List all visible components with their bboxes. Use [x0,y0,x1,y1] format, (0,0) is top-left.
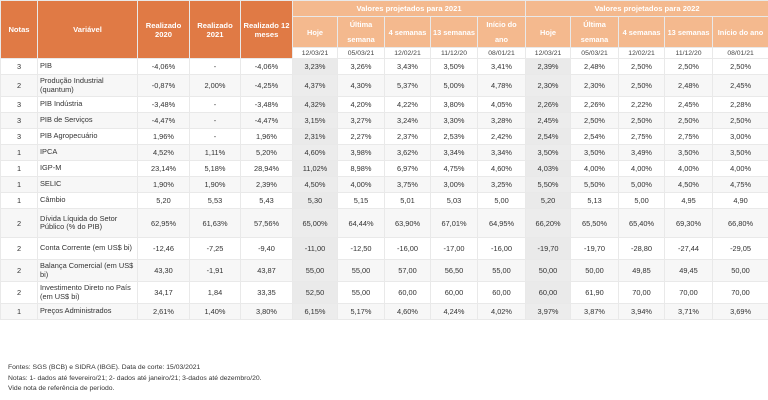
subheader-2021-4-semanas: 4 semanas [385,17,431,48]
cell-proj-2021: 4,78% [478,75,526,97]
cell-proj-2021: 8,98% [338,161,385,177]
cell-realizado-2020: 1,96% [138,129,190,145]
subheader-2021-13-semanas: 13 semanas [431,17,478,48]
cell-proj-2021: 3,43% [385,59,431,75]
cell-realizado-2021: 5,53 [190,193,241,209]
cell-realizado-12m: 3,80% [241,304,293,320]
subheader-2021-ultima-semana: Última semana [338,17,385,48]
cell-proj-2022: 49,45 [665,260,713,282]
table-row [1,145,768,161]
cell-proj-2022: 4,95 [665,193,713,209]
cell-nota: 3 [1,97,38,113]
cell-realizado-2020: 43,30 [138,260,190,282]
table-body [1,59,768,320]
cell-nota: 3 [1,129,38,145]
subheader-2021-inicio-ano: Início do ano [478,17,526,48]
cell-proj-2022: 60,00 [526,282,571,304]
cell-proj-2021: 4,75% [431,161,478,177]
cell-proj-2022: 5,50% [571,177,619,193]
col-header-realizado-2021: Realizado 2021 [190,1,241,59]
cell-proj-2022: 2,50% [619,59,665,75]
cell-proj-2021: 11,02% [293,161,338,177]
cell-proj-2022: 65,50% [571,209,619,238]
cell-proj-2021: 2,31% [293,129,338,145]
cell-nota: 2 [1,260,38,282]
date-2022-4-semanas: 12/02/21 [619,48,665,59]
cell-realizado-2021: - [190,129,241,145]
cell-proj-2021: -17,00 [431,238,478,260]
cell-proj-2022: 66,80% [713,209,768,238]
col-header-realizado-2020: Realizado 2020 [138,1,190,59]
cell-realizado-12m: 43,87 [241,260,293,282]
cell-proj-2022: -28,80 [619,238,665,260]
cell-proj-2021: -16,00 [478,238,526,260]
cell-realizado-12m: 57,56% [241,209,293,238]
cell-realizado-2020: -0,87% [138,75,190,97]
cell-proj-2022: 61,90 [571,282,619,304]
cell-proj-2021: 3,30% [431,113,478,129]
footnotes [8,363,262,395]
cell-proj-2022: 5,00 [619,193,665,209]
cell-proj-2022: -19,70 [571,238,619,260]
cell-proj-2022: 5,13 [571,193,619,209]
date-2022-13-semanas: 11/12/20 [665,48,713,59]
cell-proj-2022: 3,50% [526,145,571,161]
cell-realizado-2020: 62,95% [138,209,190,238]
cell-proj-2021: -12,50 [338,238,385,260]
cell-proj-2022: -27,44 [665,238,713,260]
cell-proj-2021: 5,17% [338,304,385,320]
cell-proj-2022: 3,50% [665,145,713,161]
cell-realizado-12m: 5,43 [241,193,293,209]
cell-proj-2021: 3,23% [293,59,338,75]
cell-proj-2021: 4,50% [293,177,338,193]
subheader-2022-4-semanas: 4 semanas [619,17,665,48]
cell-proj-2022: 49,85 [619,260,665,282]
subheader-2022-inicio-ano: Início do ano [713,17,768,48]
cell-proj-2021: 3,50% [431,59,478,75]
cell-variavel: PIB Agropecuário [38,129,138,145]
col-header-notas: Notas [1,1,38,59]
cell-proj-2021: 57,00 [385,260,431,282]
cell-realizado-12m: -4,25% [241,75,293,97]
cell-proj-2021: 55,00 [338,260,385,282]
cell-proj-2021: -11,00 [293,238,338,260]
cell-realizado-2020: 34,17 [138,282,190,304]
subheader-2022-hoje: Hoje [526,17,571,48]
cell-proj-2022: 2,54% [526,129,571,145]
table-row [1,238,768,260]
cell-proj-2022: 2,50% [571,113,619,129]
cell-proj-2022: 70,00 [619,282,665,304]
cell-realizado-2021: -1,91 [190,260,241,282]
footnote-fontes: Fontes: SGS (BCB) e SIDRA (IBGE). Data de corte: 15/03/2021 [8,364,201,371]
cell-proj-2022: 4,75% [713,177,768,193]
cell-realizado-12m: 33,35 [241,282,293,304]
cell-proj-2021: 60,00 [385,282,431,304]
cell-proj-2021: 4,00% [338,177,385,193]
date-2021-inicio-ano: 08/01/21 [478,48,526,59]
cell-proj-2021: 5,01 [385,193,431,209]
table-row [1,97,768,113]
cell-proj-2021: 3,26% [338,59,385,75]
cell-proj-2021: 60,00 [431,282,478,304]
date-2022-ultima-semana: 05/03/21 [571,48,619,59]
cell-proj-2021: 63,90% [385,209,431,238]
cell-realizado-12m: -9,40 [241,238,293,260]
table-row [1,304,768,320]
cell-proj-2021: 2,42% [478,129,526,145]
cell-proj-2021: 4,60% [478,161,526,177]
date-2021-4-semanas: 12/02/21 [385,48,431,59]
col-header-variavel: Variável [38,1,138,59]
cell-proj-2022: 2,26% [571,97,619,113]
cell-proj-2022: 3,49% [619,145,665,161]
cell-realizado-12m: 28,94% [241,161,293,177]
cell-realizado-2021: 1,90% [190,177,241,193]
cell-proj-2021: 2,37% [385,129,431,145]
cell-proj-2022: 3,87% [571,304,619,320]
date-2022-hoje: 12/03/21 [526,48,571,59]
cell-proj-2021: 2,27% [338,129,385,145]
cell-proj-2021: 4,37% [293,75,338,97]
cell-proj-2021: 60,00 [478,282,526,304]
cell-proj-2021: 4,60% [293,145,338,161]
cell-nota: 1 [1,145,38,161]
cell-realizado-12m: -3,48% [241,97,293,113]
cell-proj-2021: 5,00 [478,193,526,209]
cell-proj-2022: 3,50% [713,145,768,161]
subheader-2022-ultima-semana: Última semana [571,17,619,48]
footnote-vide: Vide nota de referência de período. [8,385,115,392]
cell-proj-2022: 2,50% [665,59,713,75]
cell-realizado-2020: 1,90% [138,177,190,193]
cell-proj-2021: 5,15 [338,193,385,209]
cell-proj-2021: 3,41% [478,59,526,75]
cell-proj-2021: 3,62% [385,145,431,161]
cell-proj-2021: 5,03 [431,193,478,209]
table-row [1,129,768,145]
cell-proj-2022: 2,48% [665,75,713,97]
cell-proj-2022: 2,50% [665,113,713,129]
cell-proj-2022: 2,50% [713,113,768,129]
cell-proj-2021: 5,00% [431,75,478,97]
cell-realizado-2020: 4,52% [138,145,190,161]
table-row [1,260,768,282]
cell-proj-2021: 4,22% [385,97,431,113]
cell-realizado-2021: - [190,113,241,129]
cell-proj-2021: 65,00% [293,209,338,238]
date-2022-inicio-ano: 08/01/21 [713,48,768,59]
cell-proj-2021: 3,27% [338,113,385,129]
group-header-2021: Valores projetados para 2021 [293,1,526,17]
cell-realizado-2020: -12,46 [138,238,190,260]
cell-realizado-2020: -4,47% [138,113,190,129]
cell-nota: 1 [1,193,38,209]
subheader-2021-hoje: Hoje [293,17,338,48]
cell-proj-2022: 4,00% [665,161,713,177]
cell-realizado-2021: 2,00% [190,75,241,97]
cell-proj-2022: -29,05 [713,238,768,260]
header-row-1 [1,1,768,17]
cell-nota: 2 [1,238,38,260]
cell-nota: 2 [1,209,38,238]
cell-proj-2022: 2,50% [619,113,665,129]
cell-proj-2021: 5,37% [385,75,431,97]
cell-proj-2021: 64,44% [338,209,385,238]
cell-nota: 1 [1,177,38,193]
cell-proj-2021: 55,00 [478,260,526,282]
cell-realizado-2020: 2,61% [138,304,190,320]
cell-proj-2022: 5,50% [526,177,571,193]
cell-proj-2022: 4,00% [713,161,768,177]
cell-variavel: Investimento Direto no País (em US$ bi) [38,282,138,304]
cell-variavel: IPCA [38,145,138,161]
cell-proj-2022: 50,00 [526,260,571,282]
cell-proj-2022: 50,00 [713,260,768,282]
cell-variavel: SELIC [38,177,138,193]
table-row [1,113,768,129]
cell-proj-2021: 52,50 [293,282,338,304]
cell-proj-2022: 70,00 [665,282,713,304]
cell-proj-2022: 2,75% [665,129,713,145]
cell-realizado-2021: 5,18% [190,161,241,177]
cell-realizado-2021: 1,84 [190,282,241,304]
cell-proj-2022: -19,70 [526,238,571,260]
cell-proj-2021: 4,32% [293,97,338,113]
cell-proj-2021: 3,75% [385,177,431,193]
cell-proj-2021: 3,98% [338,145,385,161]
cell-proj-2021: 3,25% [478,177,526,193]
col-header-realizado-12m: Realizado 12 meses [241,1,293,59]
cell-nota: 2 [1,282,38,304]
cell-proj-2021: 4,02% [478,304,526,320]
table-row [1,209,768,238]
cell-proj-2022: 2,30% [526,75,571,97]
cell-realizado-2021: -7,25 [190,238,241,260]
cell-proj-2022: 2,54% [571,129,619,145]
cell-proj-2022: 2,30% [571,75,619,97]
cell-proj-2021: 67,01% [431,209,478,238]
cell-proj-2022: 2,39% [526,59,571,75]
cell-realizado-12m: 2,39% [241,177,293,193]
cell-variavel: PIB Indústria [38,97,138,113]
cell-proj-2021: 55,00 [293,260,338,282]
cell-proj-2021: 3,00% [431,177,478,193]
cell-proj-2021: 5,30 [293,193,338,209]
cell-proj-2022: 65,40% [619,209,665,238]
cell-nota: 1 [1,161,38,177]
cell-variavel: PIB de Serviços [38,113,138,129]
cell-proj-2021: 3,34% [431,145,478,161]
date-2021-ultima-semana: 05/03/21 [338,48,385,59]
table-row [1,161,768,177]
cell-variavel: Câmbio [38,193,138,209]
table-row [1,59,768,75]
cell-proj-2021: 6,97% [385,161,431,177]
cell-nota: 3 [1,59,38,75]
cell-proj-2022: 2,50% [713,59,768,75]
cell-proj-2022: 4,00% [571,161,619,177]
cell-proj-2021: 3,80% [431,97,478,113]
cell-variavel: Dívida Líquida do Setor Público (% do PIB) [38,209,138,238]
cell-proj-2022: 2,45% [713,75,768,97]
cell-proj-2022: 2,45% [526,113,571,129]
cell-realizado-2021: 1,11% [190,145,241,161]
cell-proj-2021: 4,60% [385,304,431,320]
cell-realizado-2020: -4,06% [138,59,190,75]
cell-proj-2022: 3,00% [713,129,768,145]
cell-proj-2021: 6,15% [293,304,338,320]
cell-proj-2022: 4,50% [665,177,713,193]
table-row [1,177,768,193]
cell-variavel: Preços Administrados [38,304,138,320]
cell-variavel: PIB [38,59,138,75]
cell-proj-2022: 66,20% [526,209,571,238]
cell-nota: 3 [1,113,38,129]
cell-proj-2022: 3,69% [713,304,768,320]
cell-realizado-2021: 61,63% [190,209,241,238]
cell-proj-2021: 3,15% [293,113,338,129]
table-row [1,282,768,304]
cell-proj-2021: 3,28% [478,113,526,129]
cell-variavel: IGP-M [38,161,138,177]
cell-proj-2022: 2,26% [526,97,571,113]
cell-realizado-2021: - [190,59,241,75]
cell-proj-2022: 4,90 [713,193,768,209]
cell-proj-2021: 3,24% [385,113,431,129]
cell-proj-2021: 4,30% [338,75,385,97]
subheader-2022-13-semanas: 13 semanas [665,17,713,48]
cell-variavel: Conta Corrente (em US$ bi) [38,238,138,260]
footnote-notas: Notas: 1- dados até fevereiro/21; 2- dados até janeiro/21; 3-dados até dezembro/20. [8,374,262,382]
cell-proj-2022: 4,03% [526,161,571,177]
group-header-2022: Valores projetados para 2022 [526,1,768,17]
cell-proj-2022: 3,71% [665,304,713,320]
cell-realizado-12m: -4,06% [241,59,293,75]
date-2021-hoje: 12/03/21 [293,48,338,59]
cell-nota: 2 [1,75,38,97]
cell-proj-2022: 2,22% [619,97,665,113]
cell-proj-2021: 2,53% [431,129,478,145]
table-row [1,75,768,97]
cell-realizado-12m: 1,96% [241,129,293,145]
cell-proj-2022: 50,00 [571,260,619,282]
cell-proj-2022: 2,45% [665,97,713,113]
cell-proj-2022: 3,97% [526,304,571,320]
cell-proj-2022: 5,00% [619,177,665,193]
cell-proj-2021: 55,00 [338,282,385,304]
cell-proj-2021: 4,20% [338,97,385,113]
cell-realizado-2020: -3,48% [138,97,190,113]
cell-proj-2022: 69,30% [665,209,713,238]
cell-proj-2022: 3,94% [619,304,665,320]
cell-realizado-12m: -4,47% [241,113,293,129]
cell-proj-2022: 2,28% [713,97,768,113]
cell-variavel: Produção Industrial (quantum) [38,75,138,97]
cell-variavel: Balança Comercial (em US$ bi) [38,260,138,282]
cell-realizado-12m: 5,20% [241,145,293,161]
cell-proj-2021: -16,00 [385,238,431,260]
cell-proj-2021: 64,95% [478,209,526,238]
cell-proj-2022: 70,00 [713,282,768,304]
cell-realizado-2021: - [190,97,241,113]
cell-proj-2022: 4,00% [619,161,665,177]
cell-proj-2022: 5,20 [526,193,571,209]
cell-realizado-2021: 1,40% [190,304,241,320]
cell-proj-2022: 3,50% [571,145,619,161]
cell-realizado-2020: 5,20 [138,193,190,209]
cell-proj-2022: 2,75% [619,129,665,145]
cell-proj-2021: 3,34% [478,145,526,161]
cell-proj-2022: 2,48% [571,59,619,75]
cell-proj-2021: 4,05% [478,97,526,113]
cell-proj-2021: 4,24% [431,304,478,320]
table-row [1,193,768,209]
cell-proj-2022: 2,50% [619,75,665,97]
cell-nota: 1 [1,304,38,320]
date-2021-13-semanas: 11/12/20 [431,48,478,59]
cell-realizado-2020: 23,14% [138,161,190,177]
cell-proj-2021: 56,50 [431,260,478,282]
